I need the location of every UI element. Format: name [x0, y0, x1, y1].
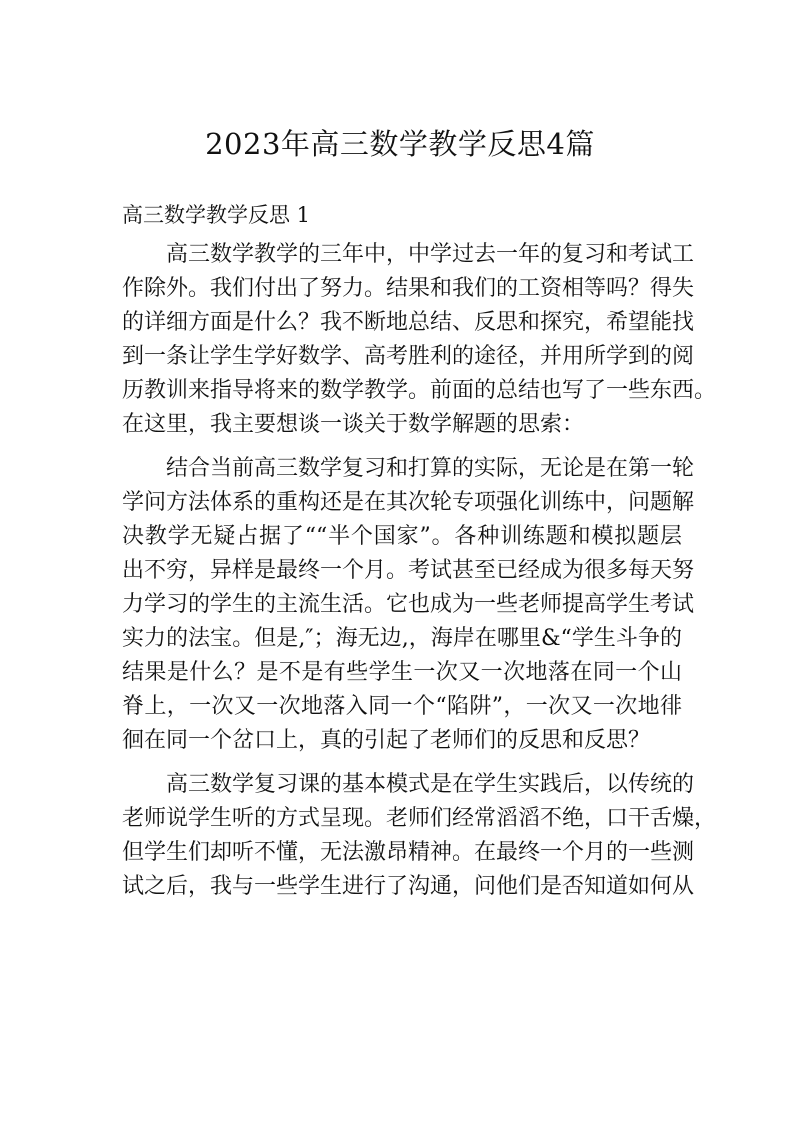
- text-line: 徊在同一个岔口上，真的引起了老师们的反思和反思？: [122, 728, 651, 753]
- paragraph-1: [122, 238, 717, 442]
- text-line: 高三数学教学的三年中，中学过去一年的复习和考试工: [166, 242, 695, 267]
- text-line: 试之后，我与一些学生进行了沟通，问他们是否知道如何从: [122, 874, 695, 899]
- text-line: 实力的法宝。但是,″；海无边,，海岸在哪里&“学生斗争的: [122, 626, 682, 651]
- text-line: 高三数学复习课的基本模式是在学生实践后，以传统的: [166, 772, 695, 797]
- text-line: 但学生们却听不懂，无法激昂精神。在最终一个月的一些测: [122, 840, 695, 865]
- text-line: 作除外。我们付出了努力。结果和我们的工资相等吗？得失: [122, 276, 695, 301]
- text-line: 脊上，一次又一次地落入同一个“陷阱”，一次又一次地徘: [122, 694, 682, 719]
- text-line: 学问方法体系的重构还是在其次轮专项强化训练中，问题解: [122, 490, 695, 515]
- text-line: 结果是什么？是不是有些学生一次又一次地落在同一个山: [122, 660, 682, 685]
- text-line: 决教学无疑占据了““半个国家”。各种训练题和模拟题层: [122, 524, 682, 549]
- text-line: 在这里，我主要想谈一谈关于数学解题的思索：: [122, 412, 585, 437]
- text-line: 历教训来指导将来的数学教学。前面的总结也写了一些东西。: [122, 378, 717, 403]
- text-line: 老师说学生听的方式呈现。老师们经常滔滔不绝，口干舌燥，: [122, 806, 717, 831]
- section-heading: 高三数学教学反思 1: [122, 203, 311, 227]
- text-line: 出不穷，异样是最终一个月。考试甚至已经成为很多每天努: [122, 558, 695, 583]
- text-line: 结合当前高三数学复习和打算的实际，无论是在第一轮: [166, 456, 695, 481]
- paragraph-3: [122, 768, 717, 904]
- document-body: [122, 238, 717, 914]
- document-title: 2023年高三数学教学反思4篇: [205, 127, 595, 161]
- text-line: 到一条让学生学好数学、高考胜利的途径，并用所学到的阅: [122, 344, 695, 369]
- text-line: 力学习的学生的主流生活。它也成为一些老师提高学生考试: [122, 592, 695, 617]
- paragraph-2: [122, 452, 695, 758]
- text-line: 的详细方面是什么？我不断地总结、反思和探究，希望能找: [122, 310, 695, 335]
